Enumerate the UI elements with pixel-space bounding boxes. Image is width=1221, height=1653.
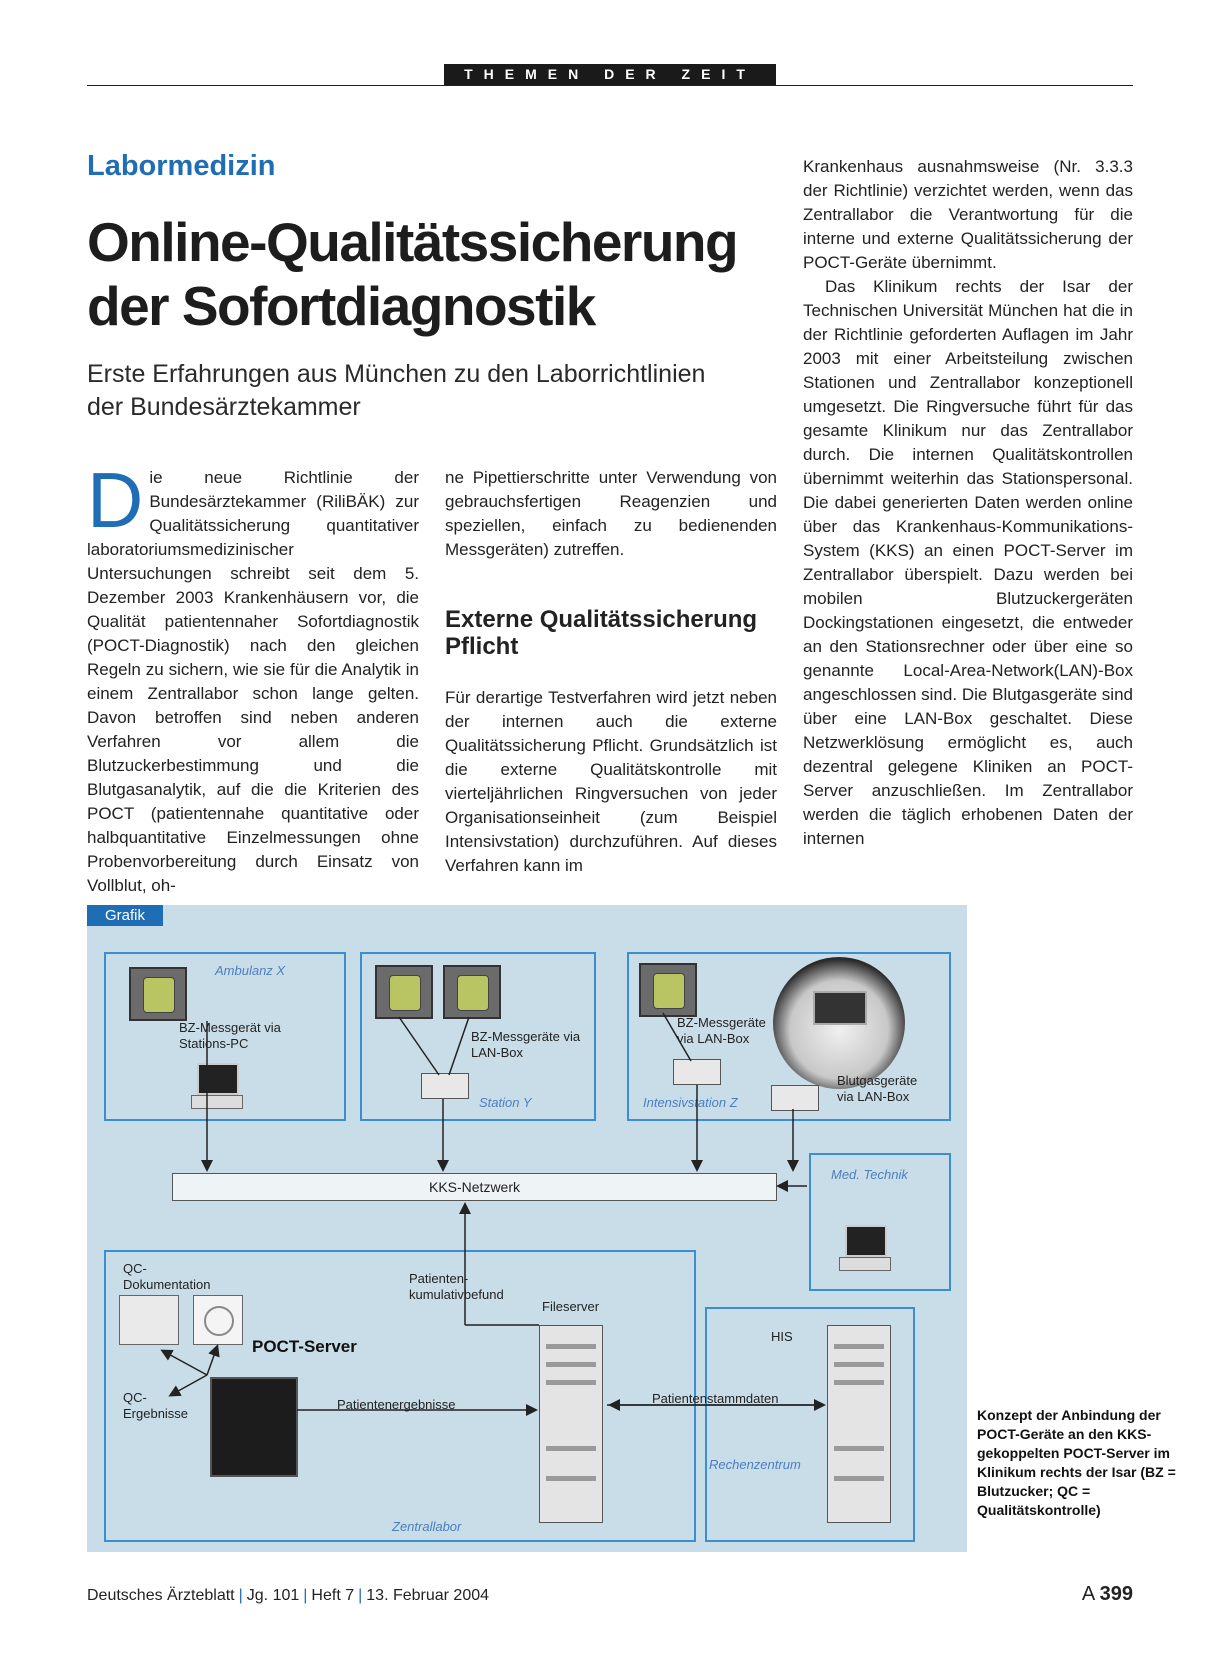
journal-issue: Heft 7	[311, 1587, 355, 1604]
rechenzentrum-label: Rechenzentrum	[709, 1457, 801, 1472]
his-text: HIS	[771, 1329, 793, 1344]
col3-paragraph-2: Das Klinikum rechts der Isar der Technischen Universität München hat die in der Richtlinie geforderten Auflagen im Jahr 2003 mit einer Arbeitsteilung zwischen Stationen und Zentrallabor konzeptionell umgesetzt. Die Ringversuche führt für das gesamte Klinikum nur das Zentrallabor durch. Die internen Qualitätskontrollen übernimmt weiterhin das Stationspersonal. Die dabei generierten Daten werden online über das Krankenhaus-Kommunikations-System (KKS) an einen POCT-Server im Zentrallabor überspielt. Dazu werden bei mobilen Blutzuckergeräten Dockingstationen eingesetzt, die entweder an den Stationsrechner oder über eine so genannte Local-Area-Network(LAN)-Box angeschlossen sind. Die Blutgasgeräte sind über eine LAN-Box geschaltet. Diese Netzwerklösung ermöglicht es, auch dezentral gelegene Kliniken an POCT-Server anzuschließen. Im Zentrallabor werden die täglich erhobenen Daten der internen	[803, 277, 1133, 848]
header-rule	[87, 85, 1133, 86]
patient-cumulative-text: Patienten-kumulativbefund	[409, 1271, 504, 1302]
fileserver-text: Fileserver	[542, 1299, 600, 1314]
qc-doc-text: QC-Dokumentation	[123, 1261, 211, 1292]
article-title	[87, 210, 787, 338]
qc-results-text: QC-Ergebnisse	[123, 1390, 189, 1421]
kks-network-bar: KKS-Netzwerk	[172, 1173, 777, 1201]
station-label: Station Y	[479, 1095, 532, 1110]
network-diagram	[87, 905, 967, 1552]
patient-master-text: Patientenstammdaten	[652, 1391, 779, 1406]
station-device-text: BZ-Messgeräte via LAN-Box	[471, 1029, 581, 1060]
poct-server-label: POCT-Server	[252, 1337, 357, 1356]
intensiv-device-text: BZ-Messgeräte via LAN-Box	[677, 1015, 766, 1046]
text-column-1	[87, 456, 419, 898]
col2-paragraph-1: ne Pipettierschritte unter Verwendung von gebrauchsfertigen Reagenzien und speziellen, einfach zu bedienenden Messgeräten) zutreffen.	[445, 468, 777, 559]
intensiv-label: Intensivstation Z	[643, 1095, 738, 1110]
col1-paragraph: ie neue Richtlinie der Bundesärztekammer (RiliBÄK) zur Qualitätssicherung quantitativer laboratoriumsmedizinischer Untersuchungen schreibt seit dem 5. Dezember 2003 Krankenhäusern vor, die Qualität patientennaher Sofortdiagnostik (POCT-Diagnostik) nach den gleichen Regeln zu sichern, wie sie für die Analytik in einem Zentrallabor schon lange gelten. Davon betroffen sind neben anderen Verfahren vor allem die Blutzuckerbestimmung und die Blutgasanalytik, auf die die Kriterien des POCT (patientennahe quantitative oder halbquantitative Einzelmessungen ohne Probenvorbereitung durch Einsatz von Vollblut, oh-	[87, 468, 419, 895]
title-line-2: der Sofortdiagnostik	[87, 275, 595, 337]
subheading: Externe Qualitätssicherung Pflicht	[445, 606, 758, 660]
medtech-label: Med. Technik	[831, 1167, 908, 1182]
page-prefix: A	[1081, 1583, 1095, 1605]
intensiv-bga-text: Blutgasgeräte via LAN-Box	[837, 1073, 918, 1104]
ambulanz-device-text: BZ-Messgerät via Stations-PC	[179, 1020, 281, 1051]
drop-cap: D	[87, 456, 144, 544]
journal-volume: Jg. 101	[246, 1587, 300, 1604]
diagram-connectors	[87, 905, 967, 1552]
col3-paragraph-1: Krankenhaus ausnahmsweise (Nr. 3.3.3 der Richtlinie) verzichtet werden, wenn das Zentrallabor die Verantwortung für die interne und externe Qualitätssicherung der POCT-Geräte übernimmt.	[803, 157, 1133, 272]
page-footer: Deutsches Ärzteblatt | Jg. 101 | Heft 7 | 13. Februar 2004	[87, 1587, 490, 1604]
figure-caption: Konzept der Anbindung der POCT-Geräte an den KKS-gekoppelten POCT-Server im Klinikum rechts der Isar (BZ = Blutzucker; QC = Qualitätskontrolle)	[977, 1407, 1176, 1518]
ambulanz-label: Ambulanz X	[215, 963, 286, 978]
subtitle-line-2: der Bundesärztekammer	[87, 393, 361, 421]
text-column-2	[445, 466, 777, 878]
journal-date: 13. Februar 2004	[366, 1587, 490, 1604]
page-number-value: 399	[1099, 1583, 1133, 1605]
section-tag: THEMEN DER ZEIT	[444, 64, 776, 85]
article-subtitle	[87, 358, 767, 424]
figure-tag: Grafik	[87, 905, 163, 926]
title-line-1: Online-Qualitätssicherung	[87, 211, 738, 273]
article-kicker: Labormedizin	[87, 150, 276, 182]
col2-paragraph-2: Für derartige Testverfahren wird jetzt neben der internen auch die externe Qualitätssicherung Pflicht. Grundsätzlich ist die externe Qualitätskontrolle mit vierteljährlichen Ringversuchen von jeder Organisationseinheit (zum Beispiel Intensivstation) durchzuführen. Auf dieses Verfahren kann im	[445, 688, 777, 875]
subtitle-line-1: Erste Erfahrungen aus München zu den Laborrichtlinien	[87, 360, 706, 388]
page-number	[1082, 1583, 1133, 1606]
journal-name: Deutsches Ärzteblatt	[87, 1587, 235, 1604]
patient-results-text: Patientenergebnisse	[337, 1397, 456, 1412]
zentrallabor-label: Zentrallabor	[392, 1519, 462, 1534]
text-column-3	[803, 155, 1133, 851]
